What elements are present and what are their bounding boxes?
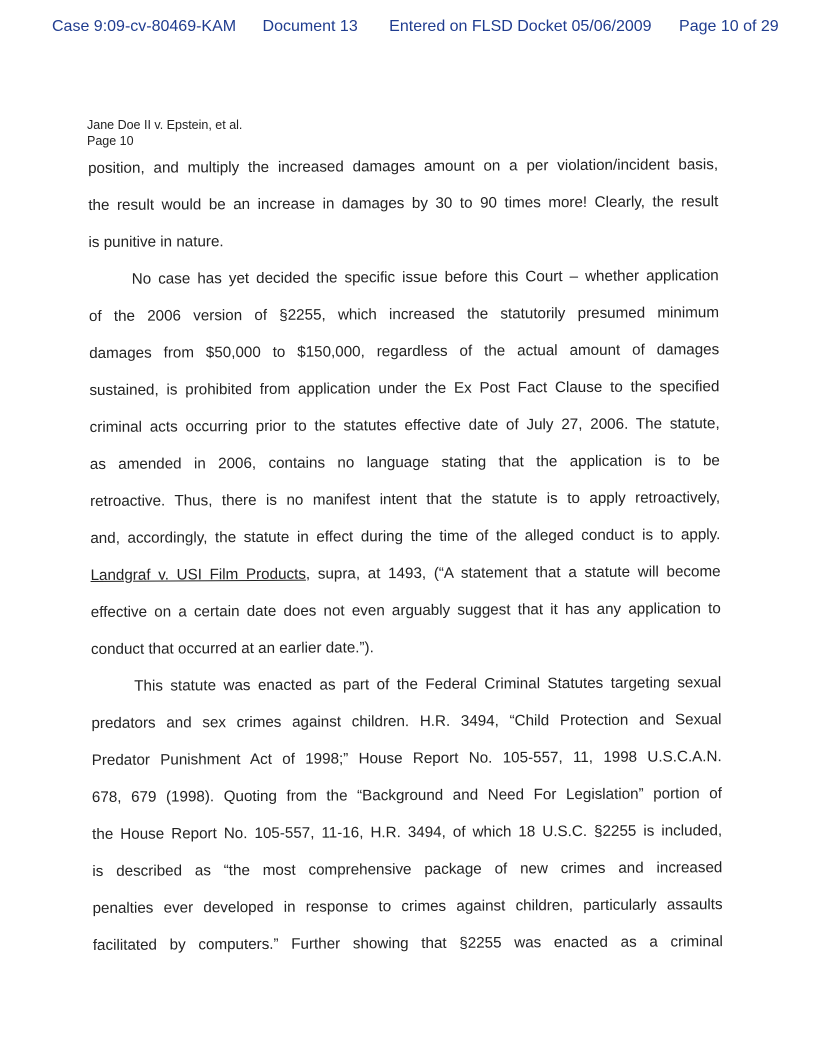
docket-document-number: Document 13 [262,18,358,35]
docket-page-number: Page 10 of 29 [679,18,779,35]
body-line: retroactive. Thus, there is no manifest intent that the statute is to apply retroactively, [90,489,721,510]
docket-case-number: Case 9:09-cv-80469-KAM [52,18,237,35]
paragraph-first-line: This statute was enacted as part of the Federal Criminal Statutes targeting sexual [134,674,722,695]
body-line: predators and sex crimes against children. H.R. 3494, “Child Protection and Sexual [91,711,722,732]
body-line: is punitive in nature. [88,233,224,251]
body-line: position, and multiply the increased damages amount on a per violation/incident basis, [88,156,719,177]
body-text [88,154,723,972]
body-line: of the 2006 version of §2255, which increased the statutorily presumed minimum [88,304,720,325]
case-citation: Landgraf v. USI Film Products [90,565,306,584]
body-line: the result would be an increase in damages by 30 to 90 times more! Clearly, the result [88,193,719,214]
docket-entered-date: Entered on FLSD Docket 05/06/2009 [389,18,652,35]
body-line: Predator Punishment Act of 1998;” House Report No. 105-557, 11, 1998 U.S.C.A.N. [91,748,722,769]
paragraph-first-line: No case has yet decided the specific issue before this Court – whether application [131,267,719,288]
citation-text: , supra, at 1493, (“A statement that a statute will become [305,563,721,583]
body-line: criminal acts occurring prior to the statutes effective date of July 27, 2006. The statute, [89,415,720,436]
body-line: is described as “the most comprehensive package of new crimes and increased [92,859,723,880]
body-line: sustained, is prohibited from application under the Ex Post Fact Clause to the specified [89,378,720,399]
body-line: penalties ever developed in response to crimes against children, particularly assaults [92,896,723,917]
body-line: facilitated by computers.” Further showing that §2255 was enacted as a criminal [92,933,723,954]
body-line: 678, 679 (1998). Quoting from the “Background and Need For Legislation” portion of [91,785,722,806]
body-line: the House Report No. 105-557, 11-16, H.R. 3494, of which 18 U.S.C. §2255 is included, [92,822,723,843]
body-line: as amended in 2006, contains no language stating that the application is to be [89,452,720,473]
body-line: effective on a certain date does not even arguably suggest that it has any application to [90,600,721,621]
body-line-citation [90,561,720,602]
body-line: and, accordingly, the statute in effect during the time of the alleged conduct is to apply. [90,526,721,547]
docket-header [52,18,779,36]
body-line: conduct that occurred at an earlier date.”). [90,639,374,658]
body-line: damages from $50,000 to $150,000, regardless of the actual amount of damages [89,341,720,362]
case-caption [87,117,242,149]
caption-page-label: Page 10 [87,134,134,148]
caption-case-name: Jane Doe II v. Epstein, et al. [87,118,243,132]
